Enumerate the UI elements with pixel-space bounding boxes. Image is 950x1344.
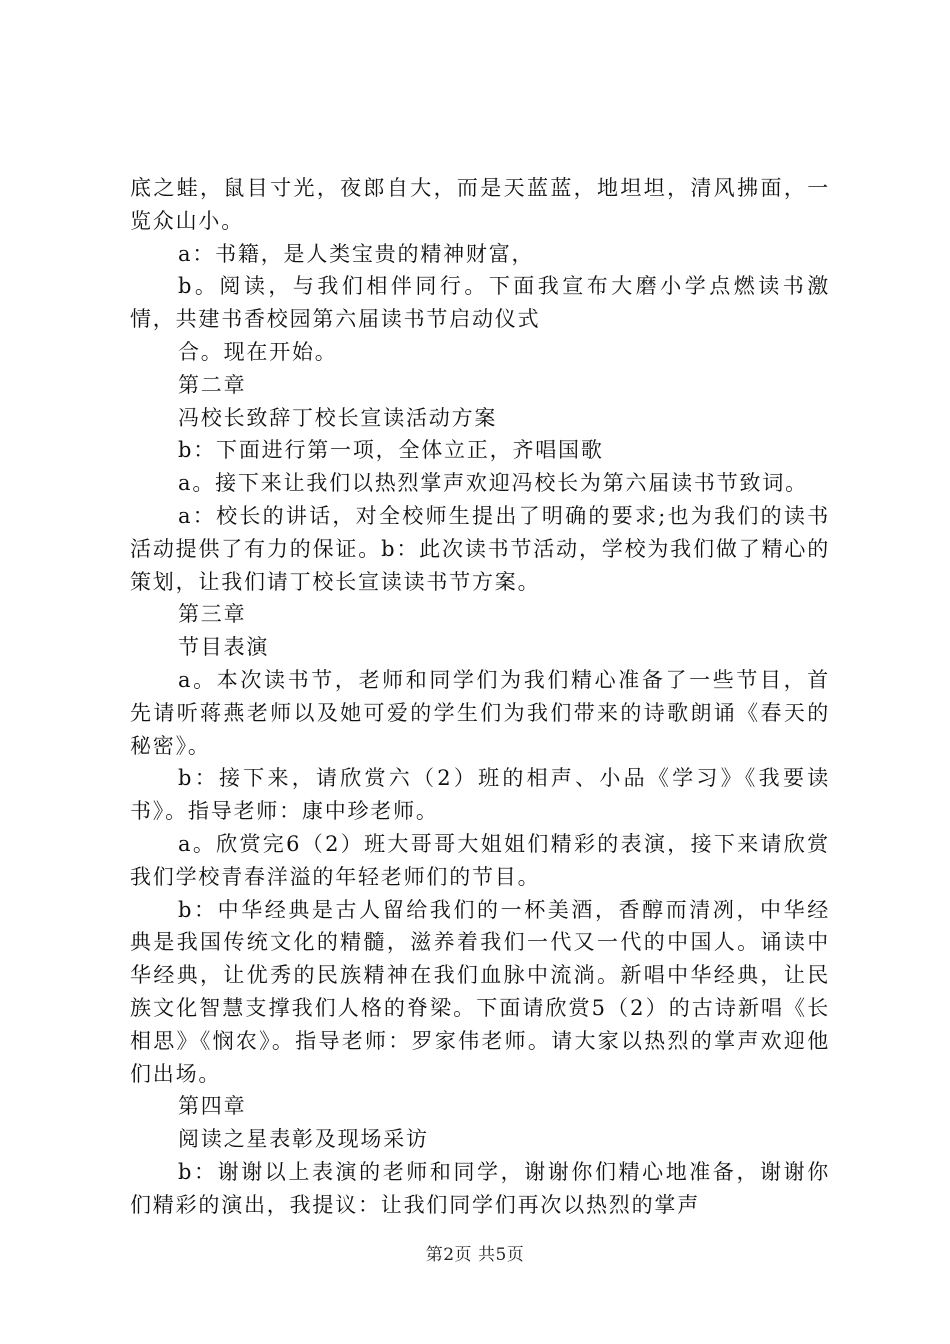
chapter-heading: 第三章 [178, 602, 247, 627]
paragraph: b：接下来，请欣赏六（2）班的相声、小品《学习》《我要读书》。指导老师：康中珍老师。 [130, 766, 830, 824]
paragraph: a：校长的讲话，对全校师生提出了明确的要求;也为我们的读书活动提供了有力的保证。b：此次读书节活动，学校为我们做了精心的策划，让我们请丁校长宣读读书节方案。 [130, 503, 830, 594]
chapter-heading: 第二章 [178, 372, 247, 397]
paragraph: b：谢谢以上表演的老师和同学，谢谢你们精心地准备，谢谢你们精彩的演出，我提议：让我们同学们再次以热烈的掌声 [130, 1159, 830, 1217]
paragraph: b：下面进行第一项，全体立正，齐唱国歌 [178, 438, 604, 463]
paragraph: b。阅读，与我们相伴同行。下面我宣布大磨小学点燃读书激情，共建书香校园第六届读书节启动仪式 [130, 274, 830, 332]
document-body [130, 172, 830, 1222]
paragraph: b：中华经典是古人留给我们的一杯美酒，香醇而清冽，中华经典是我国传统文化的精髓，滋养着我们一代又一代的中国人。诵读中华经典，让优秀的民族精神在我们血脉中流淌。新唱中华经典，让民族文化智慧支撑我们人格的脊梁。下面请欣赏5（2）的古诗新唱《长相思》《悯农》。指导老师：罗家伟老师。请大家以热烈的掌声欢迎他们出场。 [130, 897, 830, 1086]
section-title: 阅读之星表彰及现场采访 [178, 1127, 429, 1152]
paragraph: a。本次读书节，老师和同学们为我们精心准备了一些节目，首先请听蒋燕老师以及她可爱的学生们为我们带来的诗歌朗诵《春天的秘密》。 [130, 667, 830, 758]
paragraph: 底之蛙，鼠目寸光，夜郎自大，而是天蓝蓝，地坦坦，清风拂面，一览众山小。 [130, 176, 830, 233]
paragraph: 合。现在开始。 [178, 339, 338, 364]
section-title: 冯校长致辞丁校长宣读活动方案 [178, 405, 498, 430]
chapter-heading: 第四章 [178, 1094, 247, 1119]
paragraph: a。欣赏完6（2）班大哥哥大姐姐们精彩的表演，接下来请欣赏我们学校青春洋溢的年轻老师们的节目。 [130, 831, 830, 889]
paragraph: a：书籍，是人类宝贵的精神财富， [178, 241, 535, 266]
section-title: 节目表演 [178, 635, 270, 660]
page-footer [0, 1240, 950, 1265]
page-number: 第2页 共5页 [425, 1245, 525, 1265]
paragraph: a。接下来让我们以热烈掌声欢迎冯校长为第六届读书节致词。 [178, 471, 808, 496]
